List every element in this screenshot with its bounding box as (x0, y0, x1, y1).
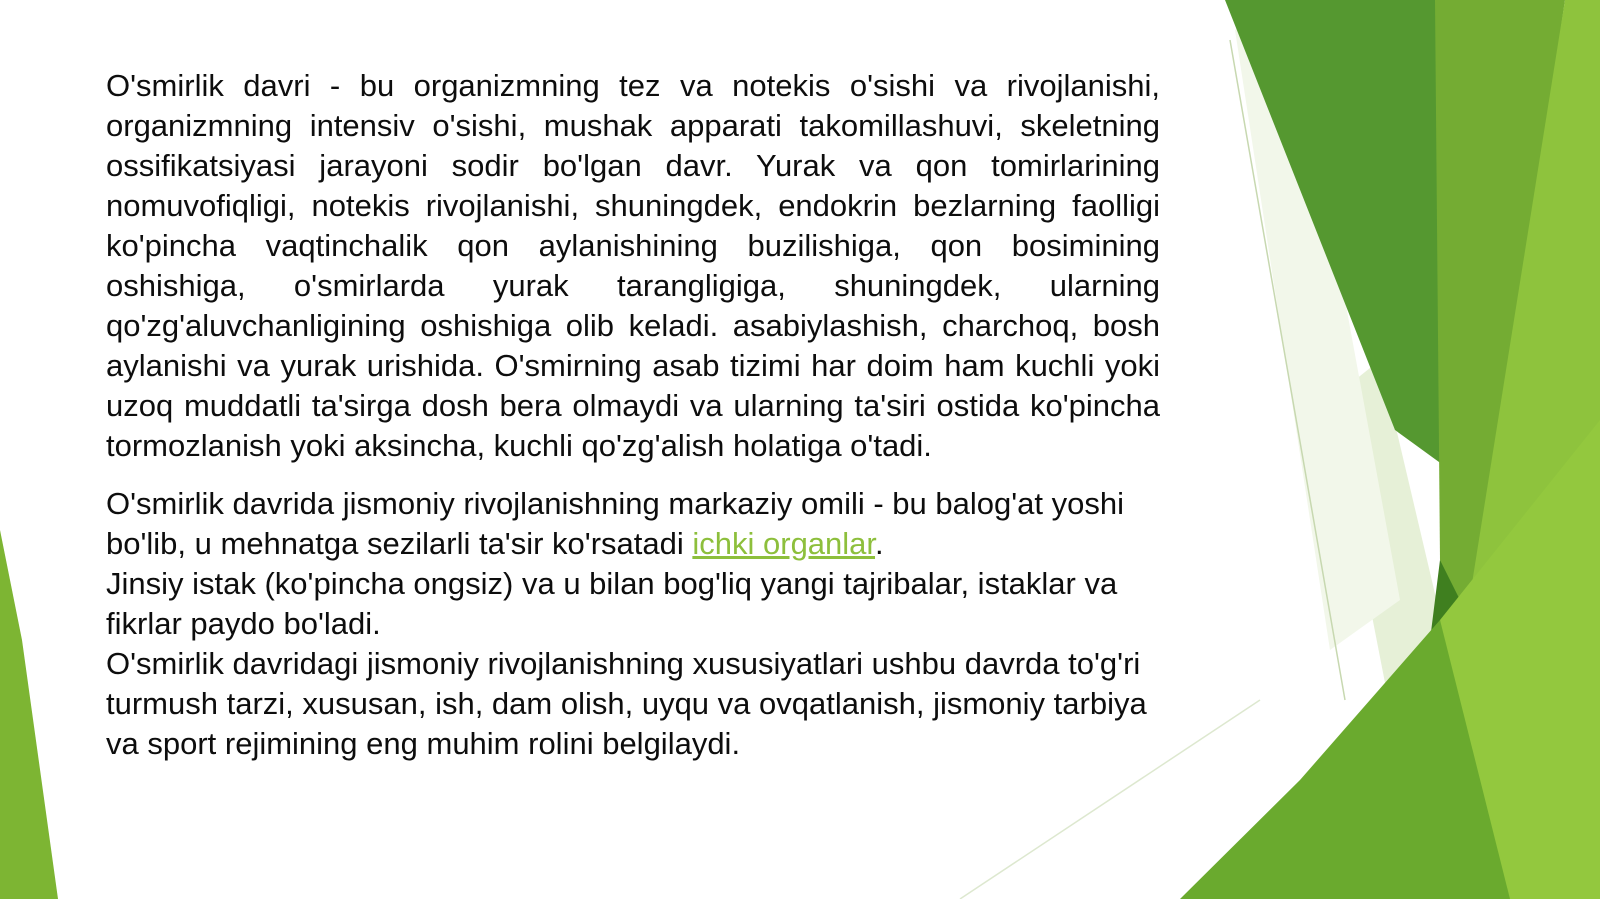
slide-text-body (106, 66, 1160, 764)
paragraph-physical-development (106, 484, 1160, 764)
left-green-stripe (0, 530, 58, 899)
sentence-end: . (875, 526, 884, 561)
puberty-sentence (106, 484, 1160, 564)
internal-organs-link[interactable]: ichki organlar (692, 526, 876, 561)
puberty-text: O'smirlik davrida jismoniy rivojlanishning markaziy omili - bu balog'at yoshi bo'lib, u mehnatga sezilarli ta'sir ko'rsatadi (106, 486, 1124, 561)
paragraph-adolescence-definition: O'smirlik davri - bu organizmning tez va notekis o'sishi va rivojlanishi, organizmning intensiv o'sishi, mushak apparati takomillashuvi, skeletning ossifikatsiyasi jarayoni sodir bo'lgan davr. Yurak va qon tomirlarining nomuvofiqligi, notekis rivojlanishi, shuningdek, endokrin bezlarning faolligi ko'pincha vaqtinchalik qon aylanishining buzilishiga, qon bosimining oshishiga, o'smirlarda yurak tarangligiga, shuningdek, ularning qo'zg'aluvchanligining oshishiga olib keladi. asabiylashish, charchoq, bosh aylanishi va yurak urishida. O'smirning asab tizimi har doim ham kuchli yoki uzoq muddatli ta'sirga dosh bera olmaydi va ularning ta'siri ostida ko'pincha tormozlanish yoki aksincha, kuchli qo'zg'alish holatiga o'tadi. (106, 68, 1160, 463)
sexual-desire-sentence: Jinsiy istak (ko'pincha ongsiz) va u bilan bog'liq yangi tajribalar, istaklar va fikrlar paydo bo'ladi. (106, 566, 1118, 641)
lifestyle-sentence: O'smirlik davridagi jismoniy rivojlanishning xususiyatlari ushbu davrda to'g'ri turmush tarzi, xususan, ish, dam olish, uyqu va ovqatlanish, jismoniy tarbiya va sport rejimining eng muhim rolini belgilaydi. (106, 646, 1147, 761)
